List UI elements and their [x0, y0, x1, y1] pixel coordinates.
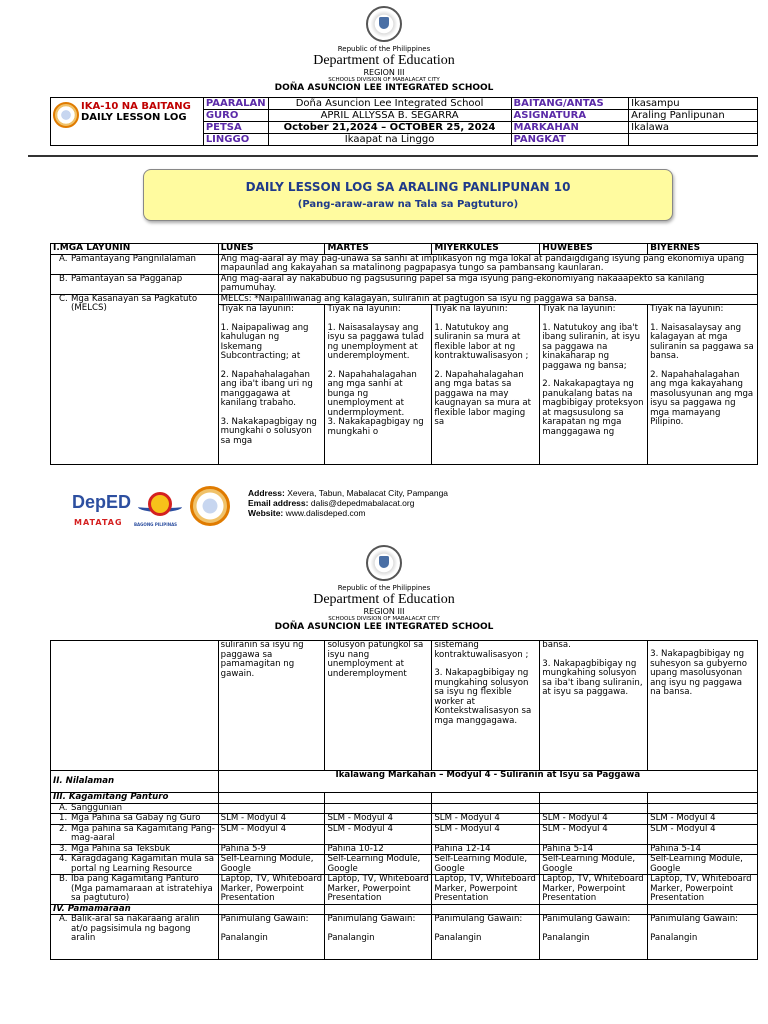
table-cell: SLM - Modyul 4 [540, 824, 648, 844]
cont-miyerkules [432, 641, 540, 771]
activity-text: Panimulang Gawain: [542, 914, 631, 924]
table-cell: Pahina 10-12 [325, 844, 432, 855]
empty-cell [325, 803, 432, 814]
table-cell: SLM - Modyul 4 [432, 814, 540, 825]
row-label-pangnilalaman [51, 254, 219, 274]
objective-para: suliranin sa isyu ng paggawa sa pamamagitan ng gawain. [220, 640, 304, 679]
email-label: Email address: [248, 498, 309, 508]
division-text: SCHOOLS DIVISION OF MABALACAT CITY [328, 77, 440, 83]
objectives-lunes [218, 305, 325, 465]
objective-para: Tiyak na layunin: [220, 304, 294, 314]
row-label-gabay [51, 814, 219, 825]
empty-cell [540, 803, 648, 814]
objective-para: 3. Nakapagbibigay ng mungkahing solusyon sa isyu ng flexible worker at Kontekstwalisasyon sa mga manggagawa. [434, 668, 532, 726]
table-cell: Laptop, TV, Whiteboard Marker, Powerpoint Presentation [218, 875, 325, 905]
empty-cell [325, 793, 432, 804]
empty-cell [648, 793, 758, 804]
row-mark: C. [59, 293, 68, 304]
objective-para: Tiyak na layunin: [542, 304, 616, 314]
row-label-melcs [51, 294, 219, 465]
letterhead [0, 6, 768, 93]
dll-subtitle: (Pang-araw-araw na Tala sa Pagtuturo) [297, 199, 519, 210]
objective-para: bansa. [542, 640, 571, 650]
label-baitang: BAITANG/ANTAS [511, 98, 629, 110]
col-header-martes: MARTES [325, 244, 432, 255]
value-asignatura: Araling Panlipunan [629, 110, 758, 122]
row-label-learning-resource [51, 855, 219, 875]
empty-cell [432, 803, 540, 814]
objective-para: 2. Napahahalagahan ang mga batas sa paggawa na may kaugnayan sa mura at flexible labor maging sa [434, 369, 532, 427]
pamamaraan-label: IV. Pamamaraan [51, 904, 219, 915]
table-cell [648, 915, 758, 960]
row-mark: B. [59, 273, 68, 284]
row-mark: B. [59, 874, 68, 884]
table-cell: Self-Learning Module, Google [540, 855, 648, 875]
region-text: REGION III [363, 68, 405, 77]
empty-cell [648, 803, 758, 814]
letterhead-2 [0, 545, 768, 632]
header-table [50, 97, 758, 146]
deped-logo [72, 492, 131, 513]
activity-text: Panimulang Gawain: [327, 914, 416, 924]
label-pangkat: PANGKAT [511, 134, 629, 146]
table-cell: Pahina 5-9 [218, 844, 325, 855]
nilalaman-label: II. Nilalaman [51, 771, 219, 793]
contact-info [248, 488, 448, 518]
deped-seal-icon [366, 545, 402, 581]
row-label-text: Pamantayan sa Pagganap [71, 273, 183, 284]
republic-text: Republic of the Philippines [337, 45, 431, 53]
row-label-balik-aral [51, 915, 219, 960]
row-mark: A. [59, 253, 68, 264]
department-text: Department of Education [313, 592, 455, 607]
objective-para: 1. Naisasalaysay ang kalagayan at mga suliranin sa paggawa sa bansa. [650, 322, 754, 361]
divider-line [28, 155, 758, 157]
title-box [143, 169, 673, 221]
address-label: Address: [248, 488, 285, 498]
activity-text: Panalangin [542, 932, 590, 943]
table-cell: Pahina 5-14 [540, 844, 648, 855]
empty-cell [540, 793, 648, 804]
department-text: Department of Education [313, 53, 455, 68]
cont-biyernes [648, 641, 758, 771]
table-cell: SLM - Modyul 4 [648, 814, 758, 825]
row-label-text: Karagdagang Kagamitan mula sa portal ng Learning Resource [71, 854, 215, 874]
matatag-logo: MATATAG [74, 518, 123, 527]
row-label-teksbuk [51, 844, 219, 855]
table-cell: SLM - Modyul 4 [432, 824, 540, 844]
row-label-text: Pamantayang Pangnilalaman [71, 253, 196, 264]
kagamitan-label: III. Kagamitang Panturo [51, 793, 219, 804]
table-cell: SLM - Modyul 4 [218, 814, 325, 825]
table-cell [432, 915, 540, 960]
division-text: SCHOOLS DIVISION OF MABALACAT CITY [328, 616, 440, 622]
objective-para: Tiyak na layunin: [650, 304, 724, 314]
objectives-biyernes [648, 305, 758, 465]
table-cell: SLM - Modyul 4 [325, 814, 432, 825]
table-cell: SLM - Modyul 4 [218, 824, 325, 844]
row-label-text: Balik-aral sa nakaraang aralin at/o pagsisimula ng bagong aralin [71, 914, 200, 943]
activity-text: Panimulang Gawain: [650, 914, 739, 924]
table-cell: Laptop, TV, Whiteboard Marker, Powerpoint Presentation [648, 875, 758, 905]
objective-para: 3. Nakakapagbigay ng mungkahi o [327, 417, 424, 437]
value-petsa: October 21,2024 – OCTOBER 25, 2024 [268, 122, 511, 134]
label-guro: GURO [203, 110, 268, 122]
row-label-iba-pang-kagamitan [51, 875, 219, 905]
col-header-biyernes: BIYERNES [648, 244, 758, 255]
sanggunian-label [51, 803, 219, 814]
objective-para: 1. Natutukoy ang iba't ibang suliranin, at isyu sa paggawa na kinakaharap ng paggawa ng bansa; [542, 322, 641, 371]
row-mark: 2. [59, 823, 68, 834]
objective-para: 1. Natutukoy ang suliranin sa mura at flexible labor at ng kontraktuwalisasyon ; [434, 322, 529, 361]
row-label-text: Mga Pahina sa Gabay ng Guro [71, 813, 201, 823]
activity-text: Panalangin [220, 932, 268, 943]
objective-para: 3. Nakapagbibigay ng suhesyon sa gubyerno upang masolusyonan ang isyu ng paggawa na bansa. [650, 649, 748, 697]
empty-cell [540, 904, 648, 915]
objective-para: solusyon patungkol sa isyu nang unemployment at underemployment [327, 640, 424, 679]
row-mark: A. [59, 914, 68, 924]
label-markahan: MARKAHAN [511, 122, 629, 134]
address-value: Xevera, Tabun, Mabalacat City, Pampanga [287, 488, 449, 498]
label-asignatura: ASIGNATURA [511, 110, 629, 122]
table-cell: Self-Learning Module, Google [218, 855, 325, 875]
col-header-huwebes: HUWEBES [540, 244, 648, 255]
objective-para: 2. Nakakapagtaya ng panukalang batas na magbibigay proteksyon at magsusulong sa karapatan ng mga manggagawa ng [542, 379, 644, 437]
value-guro: APRIL ALLYSSA B. SEGARRA [268, 110, 511, 122]
objective-para: 2. Napahahalagahan ang iba't ibang uri ng manggagawa at kanilang trabaho. [220, 369, 313, 408]
empty-cell [648, 904, 758, 915]
row-label-text: Iba pang Kagamitang Panturo (Mga pamamaraan at istratehiya sa pagtuturo) [71, 874, 213, 903]
objective-para: 3. Nakapagbibigay ng mungkahing solusyon sa iba't ibang suliranin, at isyu sa paggawa. [542, 658, 643, 697]
melcs-text: MELCs: *Naipaliliwanag ang kalagayan, suliranin at pagtugon sa isyu ng paggawa sa bansa. [218, 294, 757, 305]
table-cell: SLM - Modyul 4 [325, 824, 432, 844]
value-linggo: Ikaapat na Linggo [268, 134, 511, 146]
col-header-lunes: LUNES [218, 244, 325, 255]
website-value[interactable]: www.dalisdeped.com [285, 508, 366, 518]
table-cell [325, 915, 432, 960]
label-linggo: LINGGO [203, 134, 268, 146]
objective-para: Tiyak na layunin: [434, 304, 508, 314]
objective-para: sistemang kontraktuwalisasyon ; [434, 640, 529, 660]
row-mark: 4. [59, 854, 68, 864]
col-header-layunin: I.MGA LAYUNIN [51, 244, 219, 255]
bagong-pilipinas-text: BAGONG PILIPINAS [134, 522, 178, 527]
row-mark: 1. [59, 813, 68, 823]
bagong-pilipinas-logo [134, 488, 184, 528]
activity-text: Panalangin [650, 932, 698, 943]
empty-cell [432, 793, 540, 804]
grade-level: IKA-10 NA BAITANG [81, 101, 191, 112]
grade-cell [51, 98, 204, 146]
cont-huwebes [540, 641, 648, 771]
table-cell: SLM - Modyul 4 [540, 814, 648, 825]
table-cell [218, 915, 325, 960]
dll-title: DAILY LESSON LOG SA ARALING PANLIPUNAN 10 [245, 180, 571, 194]
value-pangkat [629, 134, 758, 146]
table-cell: Self-Learning Module, Google [648, 855, 758, 875]
school-logo-icon [53, 102, 79, 128]
content-standard: Ang mag-aaral ay may pag-unawa sa sanhi at implikasyon ng mga lokal at pandaigdigang isyung pang ekonomiya upang mapaunlad ang kakayahan sa matalinong pagpapasya tungo sa pambansang kaunlaran. [218, 254, 757, 274]
table-cell [540, 915, 648, 960]
table-cell: Laptop, TV, Whiteboard Marker, Powerpoint Presentation [540, 875, 648, 905]
cont-label-cell [51, 641, 219, 771]
value-paaralan: Doña Asuncion Lee Integrated School [268, 98, 511, 110]
school-seal-icon [190, 486, 230, 526]
label-petsa: PETSA [203, 122, 268, 134]
table-cell: Self-Learning Module, Google [432, 855, 540, 875]
nilalaman-text: Ikalawang Markahan – Modyul 4 - Suliranin at Isyu sa Paggawa [218, 771, 757, 793]
row-mark: A. [59, 802, 68, 813]
col-header-miyerkules: MIYERKULES [432, 244, 540, 255]
objectives-huwebes [540, 305, 648, 465]
objective-para: 2. Napahahalagahan ang mga sanhi at bunga ng unemployment at undermployment. [327, 369, 417, 418]
table-cell: SLM - Modyul 4 [648, 824, 758, 844]
performance-standard: Ang mag-aaral ay nakabubuo ng pagsusuring papel sa mga isyung pang-ekonomiyang nakaaapekto sa kanilang pamumuhay. [218, 274, 757, 294]
table-cell: Self-Learning Module, Google [325, 855, 432, 875]
empty-cell [218, 904, 325, 915]
objective-para: 1. Naisasalaysay ang isyu sa paggawa tulad ng unemployment at underemployment. [327, 322, 424, 361]
empty-cell [218, 793, 325, 804]
dll-label: DAILY LESSON LOG [81, 112, 187, 123]
table-cell: Pahina 12-14 [432, 844, 540, 855]
objective-para: Tiyak na layunin: [327, 304, 401, 314]
row-label-text: Mga pahina sa Kagamitang Pang-mag-aaral [71, 823, 215, 843]
empty-cell [218, 803, 325, 814]
cont-martes [325, 641, 432, 771]
label-paaralan: PAARALAN [203, 98, 268, 110]
activity-text: Panalangin [327, 932, 375, 943]
row-mark: 3. [59, 843, 68, 854]
table-cell: Laptop, TV, Whiteboard Marker, Powerpoint Presentation [325, 875, 432, 905]
cont-lunes [218, 641, 325, 771]
empty-cell [325, 904, 432, 915]
objective-para: 2. Napahahalagahan ang mga kakayahang masolusyunan ang mga isyu sa paggawa ng mga mamayang Pilipino. [650, 369, 754, 427]
empty-cell [432, 904, 540, 915]
lesson-table [50, 640, 758, 960]
deped-seal-icon [366, 6, 402, 42]
activity-text: Panimulang Gawain: [434, 914, 523, 924]
value-baitang: Ikasampu [629, 98, 758, 110]
row-label-pagganap [51, 274, 219, 294]
footer [72, 486, 472, 536]
row-label-text: Mga Kasanayan sa Pagkatuto (MELCS) [71, 293, 198, 313]
table-cell: Pahina 5-14 [648, 844, 758, 855]
table-cell: Laptop, TV, Whiteboard Marker, Powerpoint Presentation [432, 875, 540, 905]
activity-text: Panimulang Gawain: [220, 914, 309, 924]
row-label-text: Sanggunian [71, 802, 123, 813]
objective-para: 1. Naipapaliwag ang kahulugan ng Iskemang Subcontracting; at [220, 322, 309, 361]
school-name: DOÑA ASUNCION LEE INTEGRATED SCHOOL [274, 622, 494, 632]
objectives-table [50, 243, 758, 465]
objective-para: 3. Nakakapagbigay ng mungkahi o solusyon sa mga [220, 416, 317, 446]
website-label: Website: [248, 508, 284, 518]
region-text: REGION III [363, 607, 405, 616]
activity-text: Panalangin [434, 932, 482, 943]
objectives-miyerkules [432, 305, 540, 465]
row-label-kagamitang-pang-mag-aaral [51, 824, 219, 844]
email-value[interactable]: dalis@depedmabalacat.org [310, 498, 415, 508]
row-label-text: Mga Pahina sa Teksbuk [71, 843, 171, 854]
school-name: DOÑA ASUNCION LEE INTEGRATED SCHOOL [274, 83, 494, 93]
value-markahan: Ikalawa [629, 122, 758, 134]
republic-text: Republic of the Philippines [337, 584, 431, 592]
deped-logo-text: DepED [72, 492, 132, 512]
objectives-martes [325, 305, 432, 465]
